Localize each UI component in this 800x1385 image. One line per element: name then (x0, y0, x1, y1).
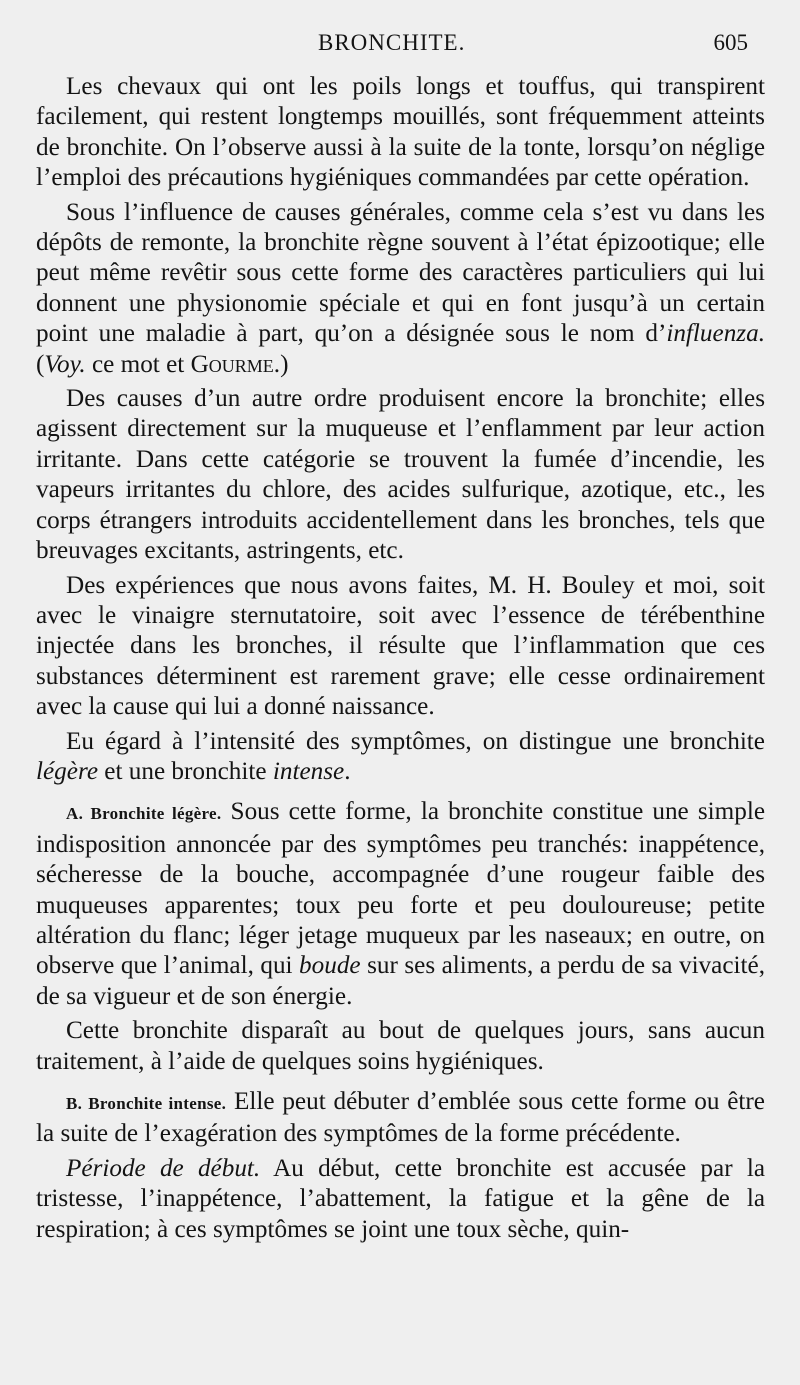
term-influenza: influenza. (666, 320, 765, 348)
paragraph-text: Au début, cette bronchite est accusée par la tristesse, l’inappétence, l’abattement, la fatigue et la gêne de la respiration; à ces symptômes se joint une toux sèche, quin- (36, 1154, 765, 1243)
paragraph-text: sur ses aliments, a perdu de sa vivacité, de sa vigueur et de son énergie. (36, 952, 765, 1010)
paragraph-text: ce mot et (85, 350, 191, 378)
paragraph-text: ( (36, 350, 45, 378)
paragraph-text: et une bronchite (98, 757, 273, 785)
subheading-periode-debut: Période de début. (66, 1154, 261, 1182)
paragraph-periode-debut (36, 1154, 765, 1245)
paragraph-text: Elle peut débuter d’emblée sous cette forme ou être la suite de l’exagération des symptômes de la forme précédente. (36, 1088, 765, 1148)
paragraph-causes-poils: Les chevaux qui ont les poils longs et touffus, qui transpirent facilement, qui restent longtemps mouillés, sont fréquemment atteints de bronchite. On l’observe aussi à la suite de la tonte, lorsqu’on néglige l’emploi des précautions hygiéniques commandées par cette opération. (36, 73, 765, 192)
ref-gourme: Gourme (190, 350, 274, 378)
page-body (36, 72, 765, 1245)
paragraph-text: Eu égard à l’intensité des symptômes, on distingue une bronchite (66, 727, 765, 755)
paragraph-causes-generales (36, 198, 765, 380)
section-label-b: B. Bronchite intense. (66, 1094, 227, 1113)
paragraph-text: .) (273, 350, 289, 378)
paragraph-bronchite-intense (36, 1087, 765, 1150)
paragraph-text: Sous l’influence de causes générales, comme cela s’est vu dans les dépôts de remonte, la bronchite règne souvent à l’état épizootique; elle peut même revêtir sous cette forme des caractères particuliers qui lui donnent une physionomie spéciale et qui en font jusqu’à un certain point une maladie à part, qu’on a désignée sous le nom d’ (36, 198, 765, 348)
paragraph-bronchite-legere (36, 797, 765, 1012)
paragraph-distinction (36, 727, 765, 788)
running-title: BRONCHITE. (318, 30, 466, 55)
paragraph-causes-irritantes: Des causes d’un autre ordre produisent encore la bronchite; elles agissent directement sur la muqueuse et l’enflamment par leur action irritante. Dans cette catégorie se trouvent la fumée d’incendie, les vapeurs irritantes du chlore, des acides sulfurique, azotique, etc., les corps étrangers introduits accidentellement dans les bronches, tels que breuvages excitants, astringents, etc. (36, 385, 765, 565)
page-header (0, 30, 800, 64)
paragraph-text: . (344, 757, 351, 785)
paragraph-disparition: Cette bronchite disparaît au bout de quelques jours, sans aucun traitement, à l’aide de quelques soins hygiéniques. (36, 1017, 765, 1075)
paragraph-experiences: Des expériences que nous avons faites, M. H. Bouley et moi, soit avec le vinaigre sternutatoire, soit avec l’essence de térébenthine injectée dans les bronches, il résulte que l’inflammation que ces substances déterminent est rarement grave; elle cesse ordinairement avec la cause qui lui a donné naissance. (36, 571, 765, 721)
ref-voy: Voy. (44, 350, 86, 378)
section-label-a: A. Bronchite légère. (66, 804, 222, 824)
term-boude: boude (299, 952, 361, 980)
page-number: 605 (713, 30, 748, 55)
term-legere: légère (36, 757, 98, 785)
term-intense: intense (272, 757, 345, 785)
paragraph-text: Sous cette forme, la bronchite constitue une simple indisposition annoncée par des symptômes peu tranchés: inappétence, sécheresse de la bouche, accompagnée d’une rougeur faible des muqueuses apparentes; toux peu forte et peu douloureuse; petite altération du flanc; léger jetage muqueux par les naseaux; en outre, on observe que l’animal, qui (36, 798, 765, 980)
